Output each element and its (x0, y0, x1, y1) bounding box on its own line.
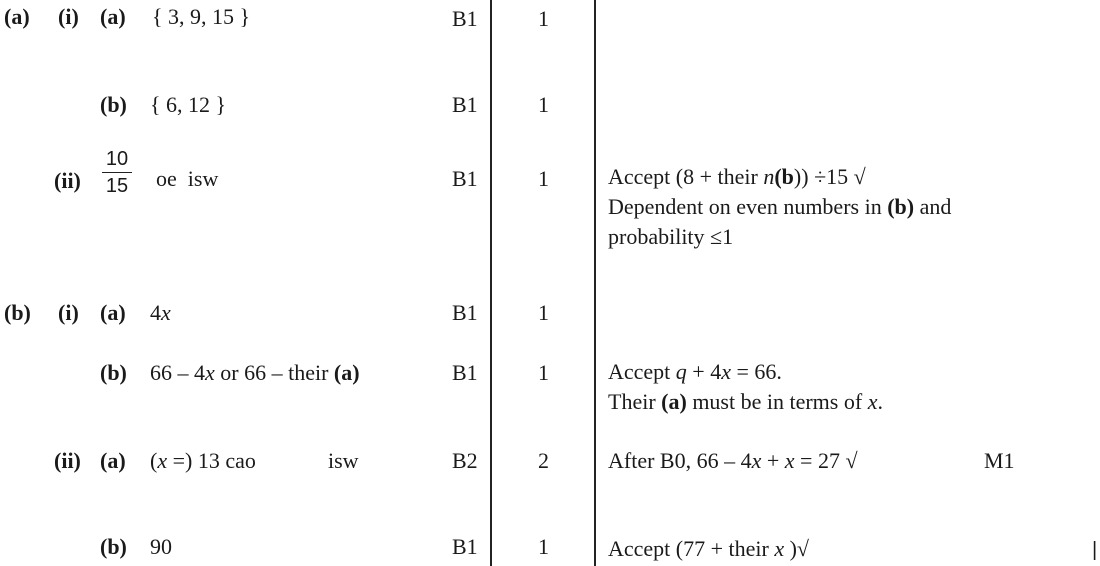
answer-text: ( (150, 448, 158, 473)
comment-var: x (721, 359, 731, 384)
mark: B1 (452, 300, 478, 325)
comment-text: After B0, 66 – 4 (608, 448, 752, 473)
stray-mark: | (1092, 539, 1098, 561)
answer (150, 302, 171, 324)
sub-label: (ii) (54, 168, 81, 193)
total: 1 (538, 6, 549, 31)
comment-bold: (b) (887, 194, 915, 219)
total: 2 (538, 448, 549, 473)
answer-text: or 66 – their (214, 360, 334, 385)
comment-bold: (a) (661, 389, 687, 414)
comment-line (608, 162, 951, 192)
comment-var: n (763, 164, 775, 189)
mark: B1 (452, 6, 478, 31)
fraction-denominator: 15 (105, 175, 129, 197)
comment-mark: M1 (984, 448, 1015, 473)
comment-text: Dependent on even numbers in (608, 194, 888, 219)
sub-label: (i) (58, 300, 79, 325)
subsub-label: (a) (100, 300, 126, 325)
subsub-label: (a) (100, 448, 126, 473)
fraction-bar (102, 172, 132, 173)
mark: B2 (452, 448, 478, 473)
answer (150, 450, 256, 472)
comment (608, 538, 809, 560)
mark: B1 (452, 534, 478, 559)
comment-text: Accept (77 + their (608, 536, 775, 561)
fraction (102, 148, 132, 197)
comment-var: x (751, 448, 762, 473)
total: 1 (538, 166, 549, 191)
column-divider-mark (490, 0, 492, 566)
comment-line (608, 357, 883, 387)
comment-text: and (914, 194, 952, 219)
part-label: (b) (4, 300, 31, 325)
comment-text: . (877, 389, 883, 414)
part-label: (a) (4, 4, 30, 29)
comment-text: Accept (608, 359, 676, 384)
answer: 90 (150, 534, 172, 559)
sub-label: (i) (58, 4, 79, 29)
mark: B1 (452, 360, 478, 385)
mark: B1 (452, 92, 478, 117)
total: 1 (538, 92, 549, 117)
answer-text: =) 13 cao (167, 448, 256, 473)
subsub-label: (b) (100, 534, 127, 559)
answer (150, 362, 360, 384)
comment (608, 162, 951, 252)
answer: { 3, 9, 15 } (152, 4, 251, 29)
mark: B1 (452, 166, 478, 191)
column-divider-total (594, 0, 596, 566)
subsub-label: (b) (100, 360, 127, 385)
answer-var: x (161, 300, 171, 325)
comment-text: Accept (8 + their (608, 164, 764, 189)
subsub-label: (a) (100, 4, 126, 29)
comment-bold: ( (774, 164, 782, 189)
comment-var: x (867, 389, 878, 414)
answer-text: 66 – 4 (150, 360, 205, 385)
answer: { 6, 12 } (150, 92, 227, 117)
total: 1 (538, 300, 549, 325)
answer-number: 4 (150, 300, 161, 325)
comment-line (608, 192, 951, 222)
comment-line: probability ≤1 (608, 224, 734, 249)
comment-text: = 27 √ (794, 448, 858, 473)
comment-var: x (784, 448, 795, 473)
answer-ref: (a) (333, 360, 360, 385)
comment-text: + 4 (686, 359, 722, 384)
comment-text: Their (608, 389, 662, 414)
comment-text: )√ (784, 536, 810, 561)
comment-bold: b (781, 164, 794, 189)
sub-label: (ii) (54, 448, 81, 473)
subsub-label: (b) (100, 92, 127, 117)
comment-line (608, 387, 883, 417)
answer-var: x (205, 360, 215, 385)
answer-suffix: oe isw (156, 166, 219, 191)
comment (608, 357, 883, 417)
comment-var: q (675, 359, 687, 384)
comment-text: )) ÷15 √ (793, 164, 866, 189)
comment-var: x (774, 536, 785, 561)
answer-var: x (157, 448, 168, 473)
total: 1 (538, 534, 549, 559)
comment-text: = 66. (730, 359, 782, 384)
comment-text: must be in terms of (686, 389, 868, 414)
fraction-numerator: 10 (105, 148, 129, 170)
comment (608, 450, 858, 472)
total: 1 (538, 360, 549, 385)
answer-isw: isw (328, 448, 359, 473)
comment-text: + (761, 448, 785, 473)
